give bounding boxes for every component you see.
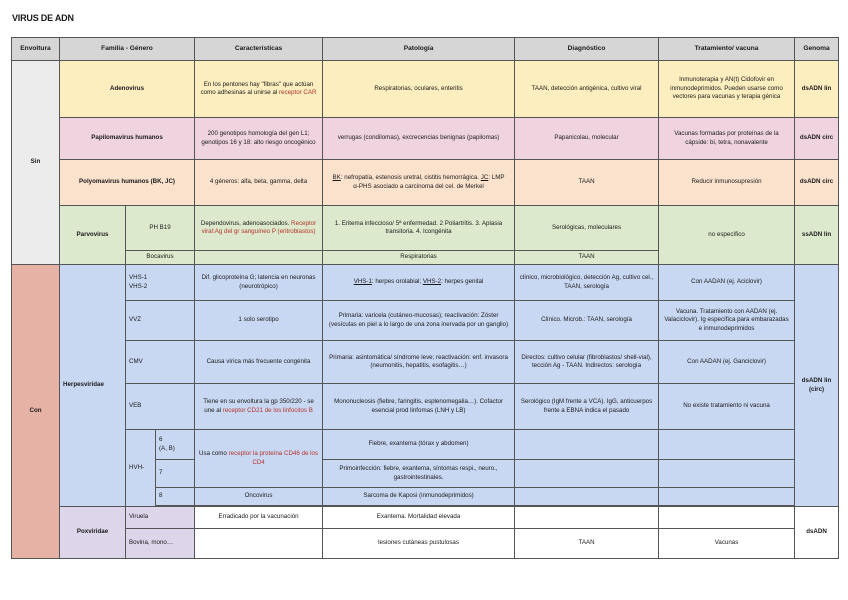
car-hvh6: Usa como receptor la proteína CD46 de los CD4 <box>195 430 323 488</box>
trat-papilomavirus: Vacunas formadas por proteínas de la cápside: bi, tetra, nonavalente <box>659 118 795 160</box>
header-familia: Familia - Género <box>60 38 195 61</box>
pat-viruela: Exantema. Mortalidad elevada <box>323 507 515 529</box>
car-vhs: Dif. glicoproteína G; latencia en neuronas (neurotrópico) <box>195 265 323 301</box>
genero-ph-b19: PH B19 <box>126 206 195 251</box>
diag-veb: Serológico (IgM frente a VCA). IgG, anticuerpos frente a EBNA indica el pasado <box>515 384 659 430</box>
car-parvovirus: Dependovirus, adenoasociados. Receptor viral:Ag del gr sanguíneo P (eritroblastos) <box>195 206 323 251</box>
pat-cmv: Primaria: asintomática/ síndrome leve; reactivación: enf. invasora (neumonitis, hepatitis, esofagitis…) <box>323 341 515 384</box>
diag-viruela <box>515 507 659 529</box>
table-row-vvz <box>12 301 839 341</box>
diag-parvovirus: Serológicas, moleculares <box>515 206 659 251</box>
table-row-cmv <box>12 341 839 384</box>
genero-vvz: VVZ <box>126 301 195 341</box>
diag-bocavirus: TAAN <box>515 251 659 265</box>
trat-hvh6 <box>659 430 795 460</box>
diag-polyomavirus: TAAN <box>515 160 659 206</box>
familia-papilomavirus: Papilomavirus humanos <box>60 118 195 160</box>
car-vvz: 1 solo serotipo <box>195 301 323 341</box>
diag-bovina: TAAN <box>515 529 659 559</box>
trat-cmv: Con AADAN (ej. Ganciclovir) <box>659 341 795 384</box>
pat-vhs: VHS-1: herpes orolabial; VHS-2: herpes genital <box>323 265 515 301</box>
diag-cmv: Directos: cultivo celular (fibroblastos/ shell-vial), tección Ag - TAAN. Indirectos: serología <box>515 341 659 384</box>
car-papilomavirus: 200 genotipos homología del gen L1; genotipos 16 y 18: alto riesgo oncogénico <box>195 118 323 160</box>
diag-hvh8 <box>515 488 659 506</box>
genoma-parvovirus: ssADN lin <box>795 206 839 265</box>
envoltura-sin: Sin <box>12 61 60 265</box>
pat-hvh7: Primoinfección: fiebre, exantema, síntomas respi., neuro., gastrointestinales. <box>323 460 515 488</box>
pat-polyomavirus: BK: nefropatía, estenosis uretral, cistitis hemorrágica. JC: LMP α-PHS asociado a carcinoma del cel. de Merkel <box>323 160 515 206</box>
pat-veb: Mononucleosis (fiebre, faringitis, esplenomegalia…). Cofactor esencial prod linfomas (LNH y LB) <box>323 384 515 430</box>
pat-papilomavirus: verrugas (condilomas), excrecencias benignas (papilomas) <box>323 118 515 160</box>
trat-veb: No existe tratamiento ni vacuna <box>659 384 795 430</box>
header-row <box>12 38 839 61</box>
trat-vvz: Vacuna. Tratamiento con AADAN (ej. Valaciclovir). Ig específica para embarazadas e inmunodeprimidos <box>659 301 795 341</box>
genoma-papilomavirus: dsADN circ <box>795 118 839 160</box>
car-veb: Tiene en su envoltura la gp 350/220 - se une al receptor CD21 de los linfocitos B <box>195 384 323 430</box>
car-polyomavirus: 4 géneros: alfa, beta, gamma, delta <box>195 160 323 206</box>
genoma-poxviridae: dsADN <box>795 507 839 559</box>
diag-hvh7 <box>515 460 659 488</box>
genero-veb: VEB <box>126 384 195 430</box>
header-tratamiento: Tratamiento/ vacuna <box>659 38 795 61</box>
genoma-herpesviridae: dsADN lin (circ) <box>795 265 839 507</box>
trat-polyomavirus: Reducir inmunosupresión <box>659 160 795 206</box>
table-row-parvovirus-b19 <box>12 206 839 251</box>
genero-bocavirus: Bocavirus <box>126 251 195 265</box>
trat-vhs: Con AADAN (ej. Aciclovir) <box>659 265 795 301</box>
genero-vhs: VHS-1 VHS-2 <box>126 265 195 301</box>
header-patologia: Patología <box>323 38 515 61</box>
pat-parvovirus: 1. Eritema infeccioso/ 5ª enfermedad. 2 Poliartritis. 3. Aplasia transitoria. 4. Icongénita <box>323 206 515 251</box>
car-viruela: Erradicado por la vacunación <box>195 507 323 529</box>
genoma-polyomavirus: dsADN circ <box>795 160 839 206</box>
table-row-hvh6 <box>12 430 839 460</box>
hvh-number-6: 6 (A, B) <box>156 430 195 460</box>
pat-bocavirus: Respiratorias <box>323 251 515 265</box>
pat-hvh6: Fiebre, exantema (tórax y abdomen) <box>323 430 515 460</box>
trat-hvh8 <box>659 488 795 506</box>
car-adenovirus: En los pentones hay "fibras" que actúan como adhesinas al unirse al receptor CAR <box>195 61 323 118</box>
hvh-number-7: 7 <box>156 460 195 488</box>
table-row-polyomavirus <box>12 160 839 206</box>
table-row-papilomavirus <box>12 118 839 160</box>
table-row-veb <box>12 384 839 430</box>
trat-parvovirus: no específico <box>659 206 795 265</box>
table-row-adenovirus <box>12 61 839 118</box>
genero-bovina: Bovina, mono… <box>126 529 195 559</box>
table-row-vhs <box>12 265 839 301</box>
diag-vhs: clínico, microbiológico, detección Ag, cultivo cel., TAAN, serología <box>515 265 659 301</box>
page-title: VIRUS DE ADN <box>12 13 74 23</box>
genero-cmv: CMV <box>126 341 195 384</box>
trat-viruela <box>659 507 795 529</box>
header-diagnostico: Diagnóstico <box>515 38 659 61</box>
car-hvh8: Oncovirus <box>195 488 323 506</box>
header-envoltura: Envoltura <box>12 38 60 61</box>
genoma-adenovirus: dsADN lin <box>795 61 839 118</box>
diag-papilomavirus: Papanicolau, molecular <box>515 118 659 160</box>
car-cmv: Causa vírica más frecuente congénita <box>195 341 323 384</box>
header-caracteristicas: Características <box>195 38 323 61</box>
envoltura-con: Con <box>12 265 60 559</box>
car-bovina <box>195 529 323 559</box>
familia-herpesviridae: Herpesviridae <box>60 265 126 507</box>
genero-viruela: Viruela <box>126 507 195 529</box>
header-genoma: Genoma <box>795 38 839 61</box>
dna-virus-table <box>11 37 839 559</box>
car-bocavirus <box>195 251 323 265</box>
hvh-number-8: 8 <box>156 488 195 506</box>
diag-vvz: Clínico. Microb.: TAAN, serología <box>515 301 659 341</box>
familia-poxviridae: Poxviridae <box>60 507 126 559</box>
diag-hvh6 <box>515 430 659 460</box>
pat-vvz: Primaria: varicela (cutáneo-mucosas); reactivación: Zóster (vesículas en piel a lo largo de una zona inervada por un ganglio) <box>323 301 515 341</box>
genero-hvh: HVH- <box>126 430 156 507</box>
trat-adenovirus: Inmunoterapia y AN(t) Cidofovir en inmunodeprimidos. Pueden usarse como vectores para vacunas y terapia génica <box>659 61 795 118</box>
diag-adenovirus: TAAN, detección antigénica, cultivo viral <box>515 61 659 118</box>
familia-adenovirus: Adenovirus <box>60 61 195 118</box>
table-row-bovina <box>12 529 839 559</box>
table-row-viruela <box>12 507 839 529</box>
pat-adenovirus: Respiratorias, oculares, enteritis <box>323 61 515 118</box>
pat-hvh8: Sarcoma de Kaposi (inmunodeprimidos) <box>323 488 515 506</box>
pat-bovina: lesiones cutáneas pustulosas <box>323 529 515 559</box>
trat-hvh7 <box>659 460 795 488</box>
familia-polyomavirus: Polyomavirus humanos (BK, JC) <box>60 160 195 206</box>
familia-parvovirus: Parvovirus <box>60 206 126 265</box>
trat-bovina: Vacunas <box>659 529 795 559</box>
